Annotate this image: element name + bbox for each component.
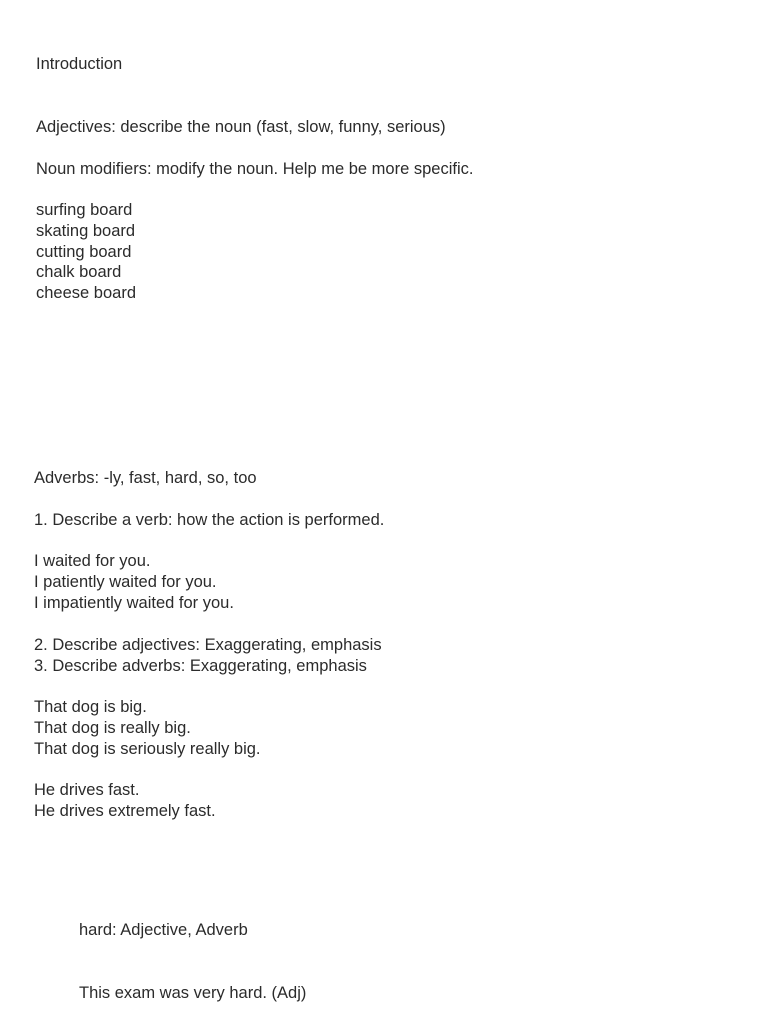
example-line: cheese board (36, 284, 136, 302)
example-line: cutting board (36, 243, 132, 261)
verb-example-line: I patiently waited for you. (34, 573, 217, 591)
point-describe-adverbs: 3. Describe adverbs: Exaggerating, emphasis (34, 657, 367, 675)
hard-definition: hard: Adjective, Adverb (79, 921, 248, 939)
heading-introduction: Introduction (36, 55, 123, 73)
verb-example-line: I impatiently waited for you. (34, 594, 234, 612)
drive-example-line: He drives fast. (34, 781, 140, 799)
point-describe-verb: 1. Describe a verb: how the action is performed. (34, 511, 385, 529)
dog-example-line: That dog is big. (34, 698, 147, 716)
drive-example-line: He drives extremely fast. (34, 802, 216, 820)
noun-modifiers-definition: Noun modifiers: modify the noun. Help me be more specific. (36, 160, 474, 178)
verb-example-line: I waited for you. (34, 552, 151, 570)
dog-example-line: That dog is really big. (34, 719, 191, 737)
adverbs-definition: Adverbs: -ly, fast, hard, so, too (34, 469, 257, 487)
exam-example: This exam was very hard. (Adj) (79, 984, 307, 1002)
example-line: skating board (36, 222, 136, 240)
example-line: surfing board (36, 201, 133, 219)
point-describe-adjectives: 2. Describe adjectives: Exaggerating, emphasis (34, 636, 382, 654)
dog-example-line: That dog is seriously really big. (34, 740, 261, 758)
example-line: chalk board (36, 263, 122, 281)
adjectives-definition: Adjectives: describe the noun (fast, slow, funny, serious) (36, 118, 446, 136)
